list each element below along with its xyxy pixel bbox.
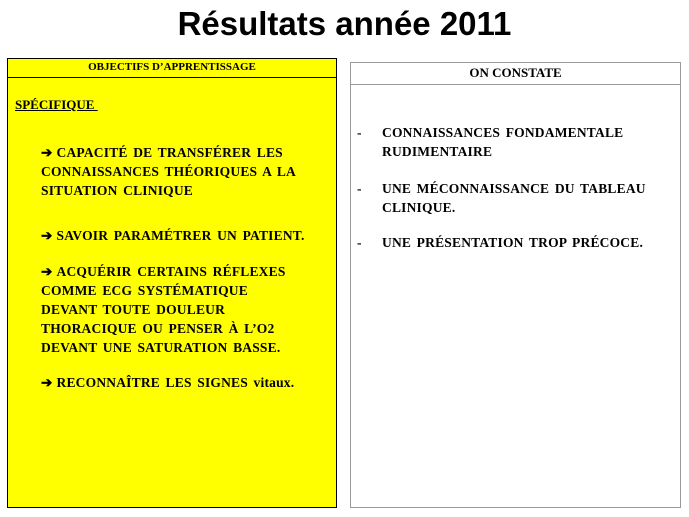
findings-header: ON CONSTATE — [351, 63, 680, 85]
objective-line: THORACIQUE OU PENSER À L’O2 — [41, 321, 275, 336]
slide-title: Résultats année 2011 — [177, 5, 512, 42]
bullet-dash: - — [357, 181, 362, 196]
objective-line: RECONNAÎTRE LES SIGNES vitaux. — [56, 375, 295, 390]
finding-item — [357, 123, 677, 161]
objectives-header: OBJECTIFS D’APPRENTISSAGE — [8, 59, 336, 78]
objective-line: ACQUÉRIR CERTAINS RÉFLEXES — [56, 264, 286, 279]
objective-item — [41, 262, 331, 357]
section-label: SPÉCIFIQUE — [15, 97, 98, 112]
bullet-dash: - — [357, 125, 362, 140]
right-arrow-icon: ➔ — [41, 145, 53, 160]
right-arrow-icon: ➔ — [41, 375, 53, 390]
objective-line: DEVANT TOUTE DOULEUR — [41, 302, 226, 317]
objective-line: SAVOIR PARAMÉTRER UN PATIENT. — [56, 228, 305, 243]
finding-item — [357, 233, 677, 252]
objective-item — [41, 373, 331, 392]
findings-box — [350, 62, 681, 508]
right-arrow-icon: ➔ — [41, 228, 53, 243]
objective-line: SITUATION CLINIQUE — [41, 183, 194, 198]
objective-line: CONNAISSANCES THÉORIQUES A LA — [41, 164, 296, 179]
objective-item — [41, 143, 331, 200]
finding-line: UNE PRÉSENTATION TROP PRÉCOCE. — [382, 235, 644, 250]
finding-line: UNE MÉCONNAISSANCE DU TABLEAU — [382, 181, 646, 196]
finding-line: RUDIMENTAIRE — [382, 144, 493, 159]
objective-line: COMME ECG SYSTÉMATIQUE — [41, 283, 248, 298]
finding-item — [357, 179, 677, 217]
right-arrow-icon: ➔ — [41, 264, 53, 279]
objective-line: CAPACITÉ DE TRANSFÉRER LES — [56, 145, 283, 160]
finding-line: CONNAISSANCES FONDAMENTALE — [382, 125, 624, 140]
objective-line: DEVANT UNE SATURATION BASSE. — [41, 340, 281, 355]
objectives-box — [7, 58, 337, 508]
objective-item — [41, 226, 331, 245]
finding-line: CLINIQUE. — [382, 200, 456, 215]
bullet-dash: - — [357, 235, 362, 250]
